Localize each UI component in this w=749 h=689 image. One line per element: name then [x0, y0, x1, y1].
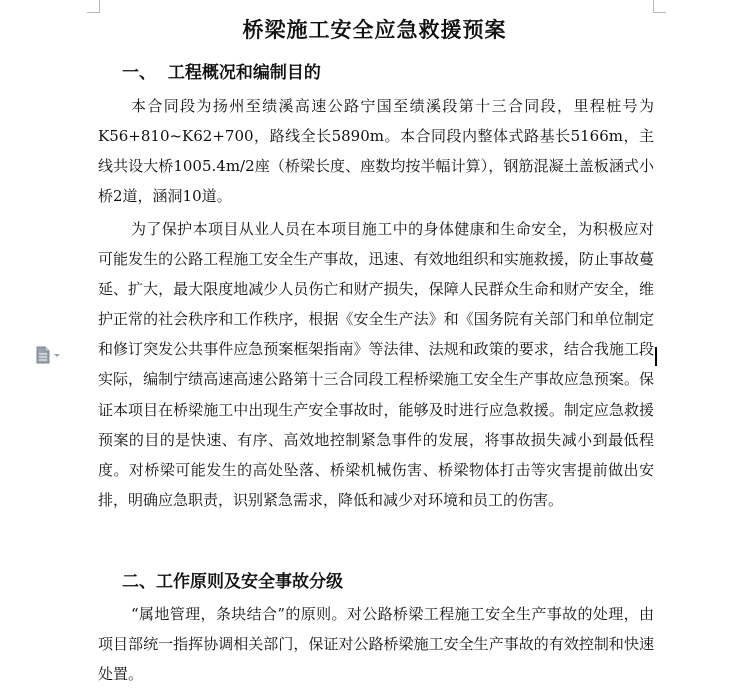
- document-icon[interactable]: [34, 346, 64, 364]
- section-heading-overview: 一、 工程概况和编制目的: [122, 63, 321, 83]
- text-cursor: [655, 347, 657, 366]
- paragraph-project-overview: 本合同段为扬州至绩溪高速公路宁国至绩溪段第十三合同段，里程桩号为K56+810~K62+700，路线全长5890m。本合同段内整体式路基长5166m，主线共设大桥1005.4m/2座（桥梁长度、座数均按半幅计算），钢筋混凝土盖板涵式小桥2道，涵洞10道。: [98, 97, 654, 206]
- paragraph-purpose: 为了保护本项目从业人员在本项目施工中的身体健康和生命安全，为积极应对可能发生的公路工程施工安全生产事故，迅速、有效地组织和实施救援，防止事故蔓延、扩大，最大限度地减少人员伤亡和财产损失，保障人民群众生命和财产安全，维护正常的社会秩序和工作秩序，根据《安全生产法》和《国务院有关部门和单位制定和修订突发公共事件应急预案框架指南》等法律、法规和政策的要求，结合我施工段实际，编制宁绩高速高速公路第十三合同段工程桥梁施工安全生产事故应急预案。保证本项目在桥梁施工中出现生产安全事故时，能够及时进行应急救援。制定应急救援预案的目的是快速、有序、高效地控制紧急事件的发展，将事故损失减小到最低程度。对桥梁可能发生的高处坠落、桥梁机械伤害、桥梁物体打击等灾害提前做出安排，明确应急职责，识别紧急需求，降低和减少对环境和员工的伤害。: [98, 220, 654, 509]
- page-corner-mark-left: [87, 0, 100, 13]
- document-title: 桥梁施工安全应急救援预案: [242, 17, 507, 42]
- section-heading-principles: 二、工作原则及安全事故分级: [122, 572, 343, 592]
- paragraph-principles: “属地管理，条块结合”的原则。对公路桥梁工程施工安全生产事故的处理，由项目部统一指挥协调相关部门，保证对公路桥梁施工安全生产事故的有效控制和快速处置。: [98, 605, 654, 684]
- page-corner-mark-right: [653, 0, 666, 13]
